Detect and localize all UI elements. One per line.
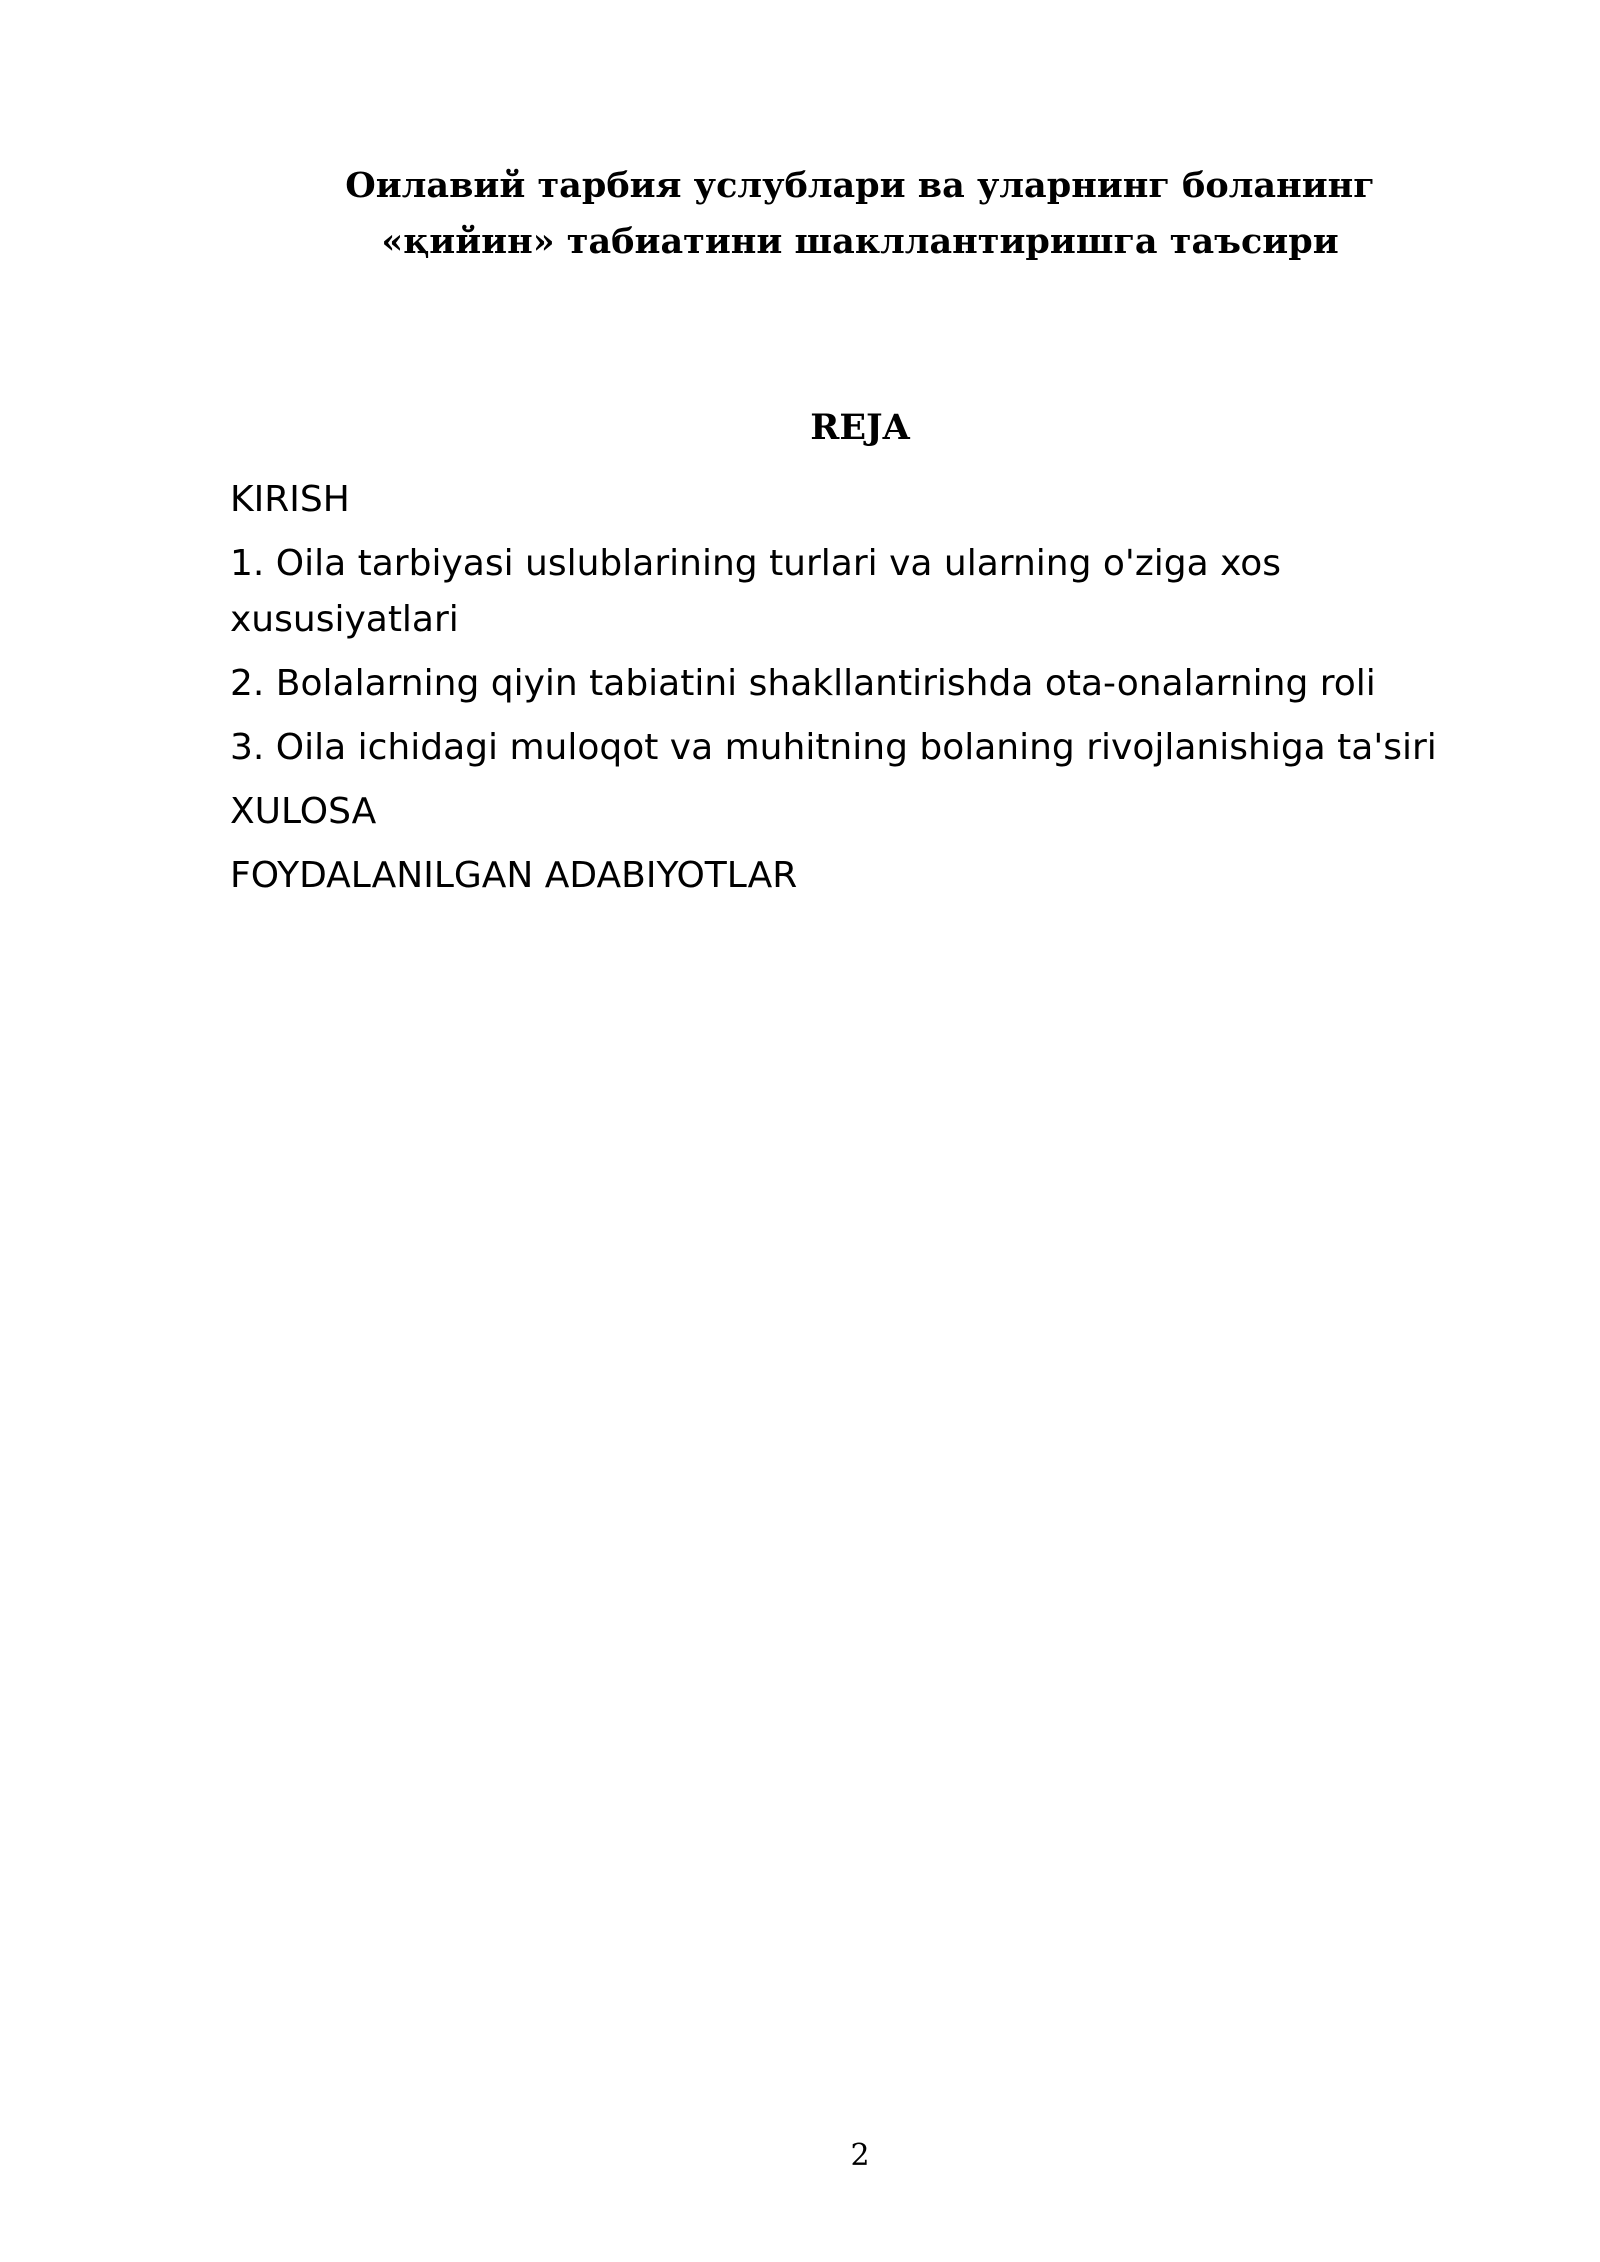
plan-heading: REJA [810, 407, 910, 448]
plan-item-3: 3. Oila ichidagi muloqot va muhitning bolaning rivojlanishiga ta'siri [230, 727, 1437, 768]
plan-list [230, 472, 1500, 912]
plan-item-2: 2. Bolalarning qiyin tabiatini shakllantirishda ota-onalarning roli [230, 663, 1376, 704]
document-title [230, 158, 1490, 270]
plan-item-1: 1. Oila tarbiyasi uslublarining turlari va ularning o'ziga xos xususiyatlari [230, 543, 1282, 640]
plan-item-conclusion: XULOSA [230, 791, 377, 832]
plan-item-introduction: KIRISH [230, 479, 350, 520]
plan-item-references: FOYDALANILGAN ADABIYOTLAR [230, 855, 798, 896]
document-title-line: «қийин» табиатини шакллантиришга таъсири [381, 221, 1339, 262]
page-number: 2 [850, 2138, 870, 2173]
document-title-line: Оилавий тарбия услублари ва уларнинг боланинг [345, 165, 1375, 206]
